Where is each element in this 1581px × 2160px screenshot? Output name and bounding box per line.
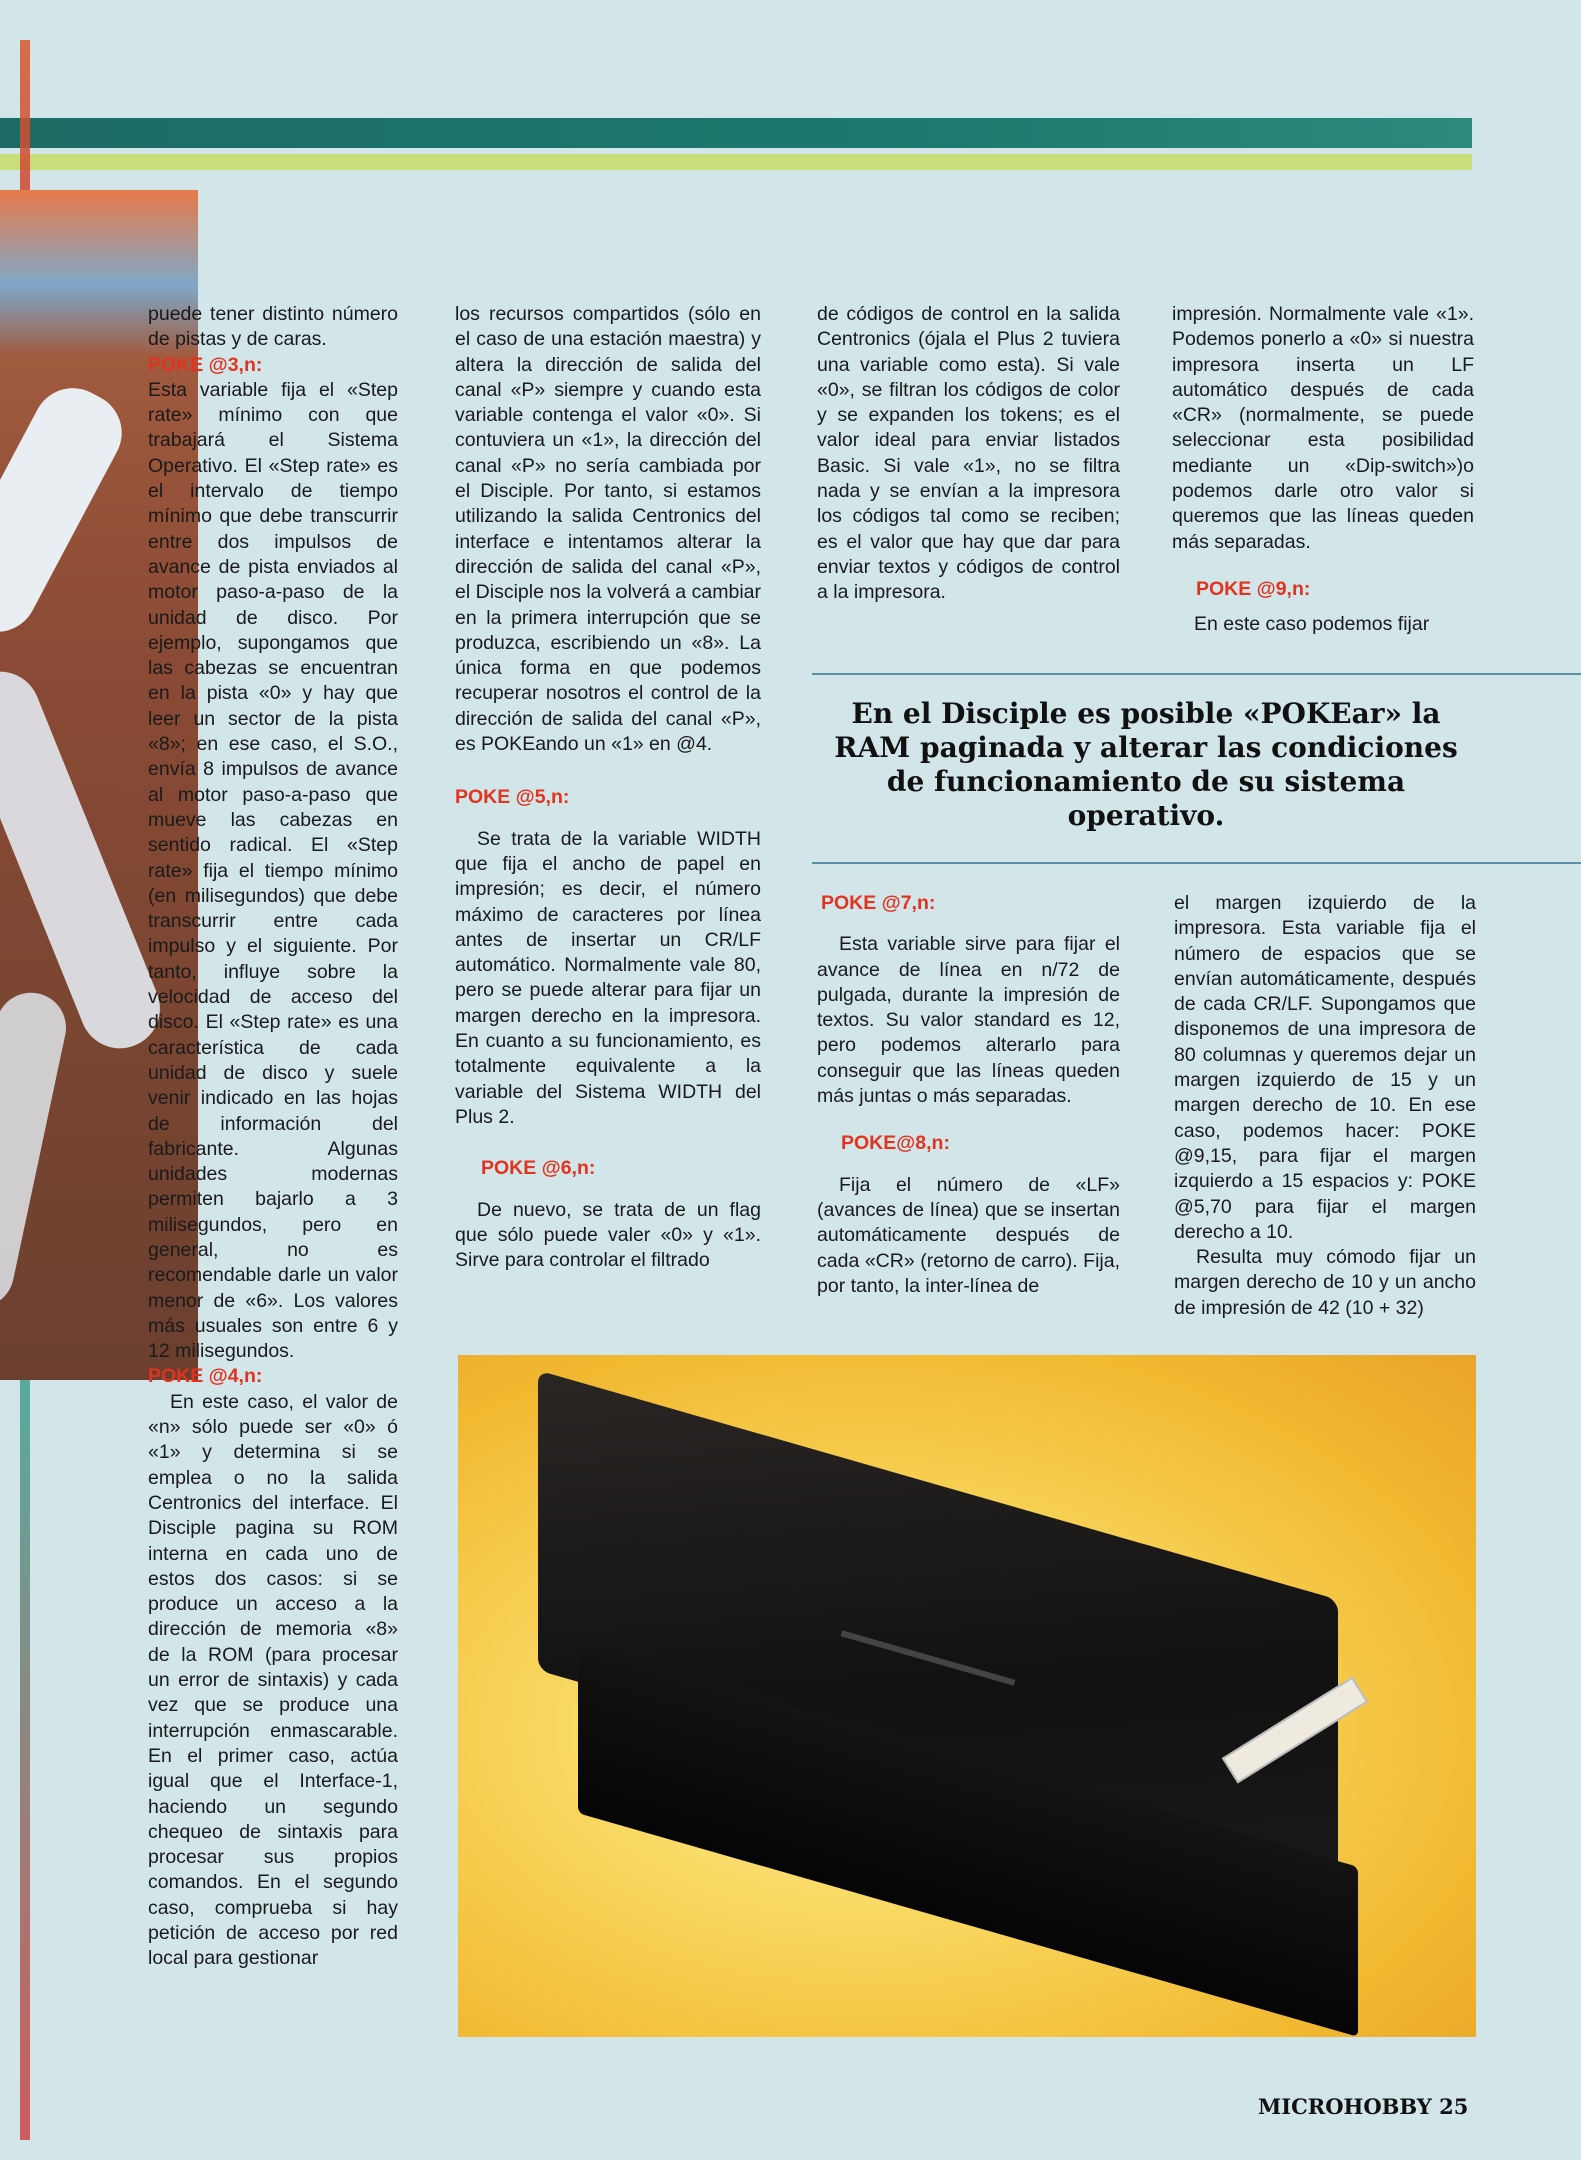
col4-body: impresión. Normalmente vale «1». Podemos ponerlo a «0» si nuestra impresora inserta un LF automático después de cada «CR» (normalmente, se puede seleccionar esta posibilidad mediante un «Dip-switch»)o podemos darle otro valor si queremos que las líneas queden más separadas. — [1172, 303, 1474, 553]
poke6-heading: POKE @6,n: — [481, 1157, 596, 1180]
poke4-heading: POKE @4,n: — [148, 1365, 263, 1388]
col6-body1: el margen izquierdo de la impresora. Esta variable fija el número de espacios que se envían automáticamente, después de cada CR/LF. Supongamos que disponemos de una impresora de 80 columnas y queremos dejar un margen izquierdo de 15 y un margen derecho de 10. En ese caso, podemos hacer: POKE @9,15, para fijar el margen izquierdo a 15 espacios y: POKE @5,70 para fijar el margen derecho a 10. — [1174, 892, 1476, 1243]
disciple-interface-photo — [458, 1355, 1476, 2037]
poke5-heading: POKE @5,n: — [455, 786, 570, 809]
text-column-1 — [148, 302, 398, 1972]
poke8-body: Fija el número de «LF» (avances de línea) que se insertan automáticamente después de cada «CR» (retorno de carro). Fija, por tanto, la inter-línea de — [817, 1173, 1120, 1297]
poke7-heading: POKE @7,n: — [821, 892, 936, 914]
poke3-heading: POKE @3,n: — [148, 353, 263, 376]
text-column-4 — [1172, 302, 1474, 638]
poke5-body: Se trata de la variable WIDTH que fija el ancho de papel en impresión; es decir, el número máximo de caracteres por línea antes de insertar un CR/LF automático. Normalmente vale 80, pero se puede alterar para fijar un margen derecho en la impresora. En cuanto a su funcionamiento, es totalmente equivalente a la variable del Sistema WIDTH del Plus 2. — [455, 827, 761, 1128]
header-strip-dark — [0, 118, 1472, 148]
poke4-body: En este caso, el valor de «n» sólo puede ser «0» ó «1» y determina si se emplea o no la salida Centronics del interface. El Disciple pagina su ROM interna en cada uno de estos dos casos: si se produce un acceso a la dirección de memoria «8» de la ROM (para procesar un error de sintaxis) y cada vez que se produce una interrupción enmascarable. En el primer caso, actúa igual que el Interface-1, haciendo un segundo chequeo de sintaxis para procesar sus propios comandos. En el segundo caso, comprueba si hay petición de acceso por red local para gestionar — [148, 1390, 398, 1970]
pullquote-rule-bottom — [812, 862, 1581, 864]
col6-body2: Resulta muy cómodo fijar un margen derecho de 10 y un ancho de impresión de 42 (10 + 32) — [1174, 1246, 1476, 1319]
col2-body1: los recursos compartidos (sólo en el caso de una estación maestra) y altera la dirección de salida del canal «P» siempre y cuando esta variable contenga el valor «0». Si contuviera un «1», la dirección del canal «P» no sería cambiada por el Disciple. Por tanto, si estamos utilizando la salida Centronics del interface e intentamos alterar la dirección de salida del canal «P», el Disciple nos la volverá a cambiar en la primera interrupción que se produzca, escribiendo un «8». La única forma en que podemos recuperar nosotros el control de la dirección de salida del canal «P», es POKEando un «1» en @4. — [455, 303, 761, 756]
text-column-5 — [817, 891, 1120, 1299]
text-column-6 — [1174, 891, 1476, 1321]
poke9-heading: POKE @9,n: — [1196, 577, 1311, 600]
poke9-body: En este caso podemos fijar — [1194, 613, 1430, 636]
poke3-body: Esta variable fija el «Step rate» mínimo con que trabajará el Sistema Operativo. El «Step rate» es el intervalo de tiempo mínimo que debe transcurrir entre dos impulsos de avance de pista enviados al motor paso-a-paso de la unidad de disco. Por ejemplo, supongamos que las cabezas se encuentran en la pista «0» y hay que leer un sector de la pista «8»; en ese caso, el S.O., envía 8 impulsos de avance al motor paso-a-paso que mueve las cabezas en sentido radical. El «Step rate» fija el tiempo mínimo (en milisegundos) que debe transcurrir entre cada impulso y el siguiente. Por tanto, influye sobre la velocidad de acceso del disco. El «Step rate» es una característica de cada unidad de disco y suele venir indicado en las hojas de información del fabricante. Algunas unidades modernas permiten bajarlo a 3 milisegundos, pero en general, no es recomendable darle un valor menor de «6». Los valores más usuales son entre 6 y 12 milisegundos. — [148, 378, 398, 1363]
poke8-heading: POKE@8,n: — [841, 1132, 950, 1155]
poke6-body: De nuevo, se trata de un flag que sólo puede valer «0» y «1». Sirve para controlar el filtrado — [455, 1198, 761, 1272]
text-column-2 — [455, 302, 761, 1273]
pullquote-rule-top — [812, 673, 1581, 675]
text-column-3 — [817, 302, 1120, 606]
page-folio: MICROHOBBY 25 — [1258, 2094, 1469, 2119]
header-strip-light — [0, 154, 1472, 170]
pullquote: En el Disciple es posible «POKEar» la RAM paginada y alterar las condiciones de funcionamiento de su sistema operativo. — [834, 697, 1458, 832]
col1-intro: puede tener distinto número de pistas y de caras. — [148, 303, 398, 351]
col3-body: de códigos de control en la salida Centronics (ójala el Plus 2 tuviera una variable como esta). Si vale «0», se filtran los códigos de color y se expanden los tokens; es el valor ideal para enviar listados Basic. Si vale «1», no se filtra nada y se envían a la impresora los códigos tal como se reciben; es el valor que hay que dar para enviar textos y códigos de control a la impresora. — [817, 303, 1120, 604]
poke7-body: Esta variable sirve para fijar el avance de línea en n/72 de pulgada, durante la impresión de textos. Su valor standard es 12, pero podemos alterarlo para conseguir que las líneas queden más juntas o más separadas. — [817, 933, 1120, 1108]
